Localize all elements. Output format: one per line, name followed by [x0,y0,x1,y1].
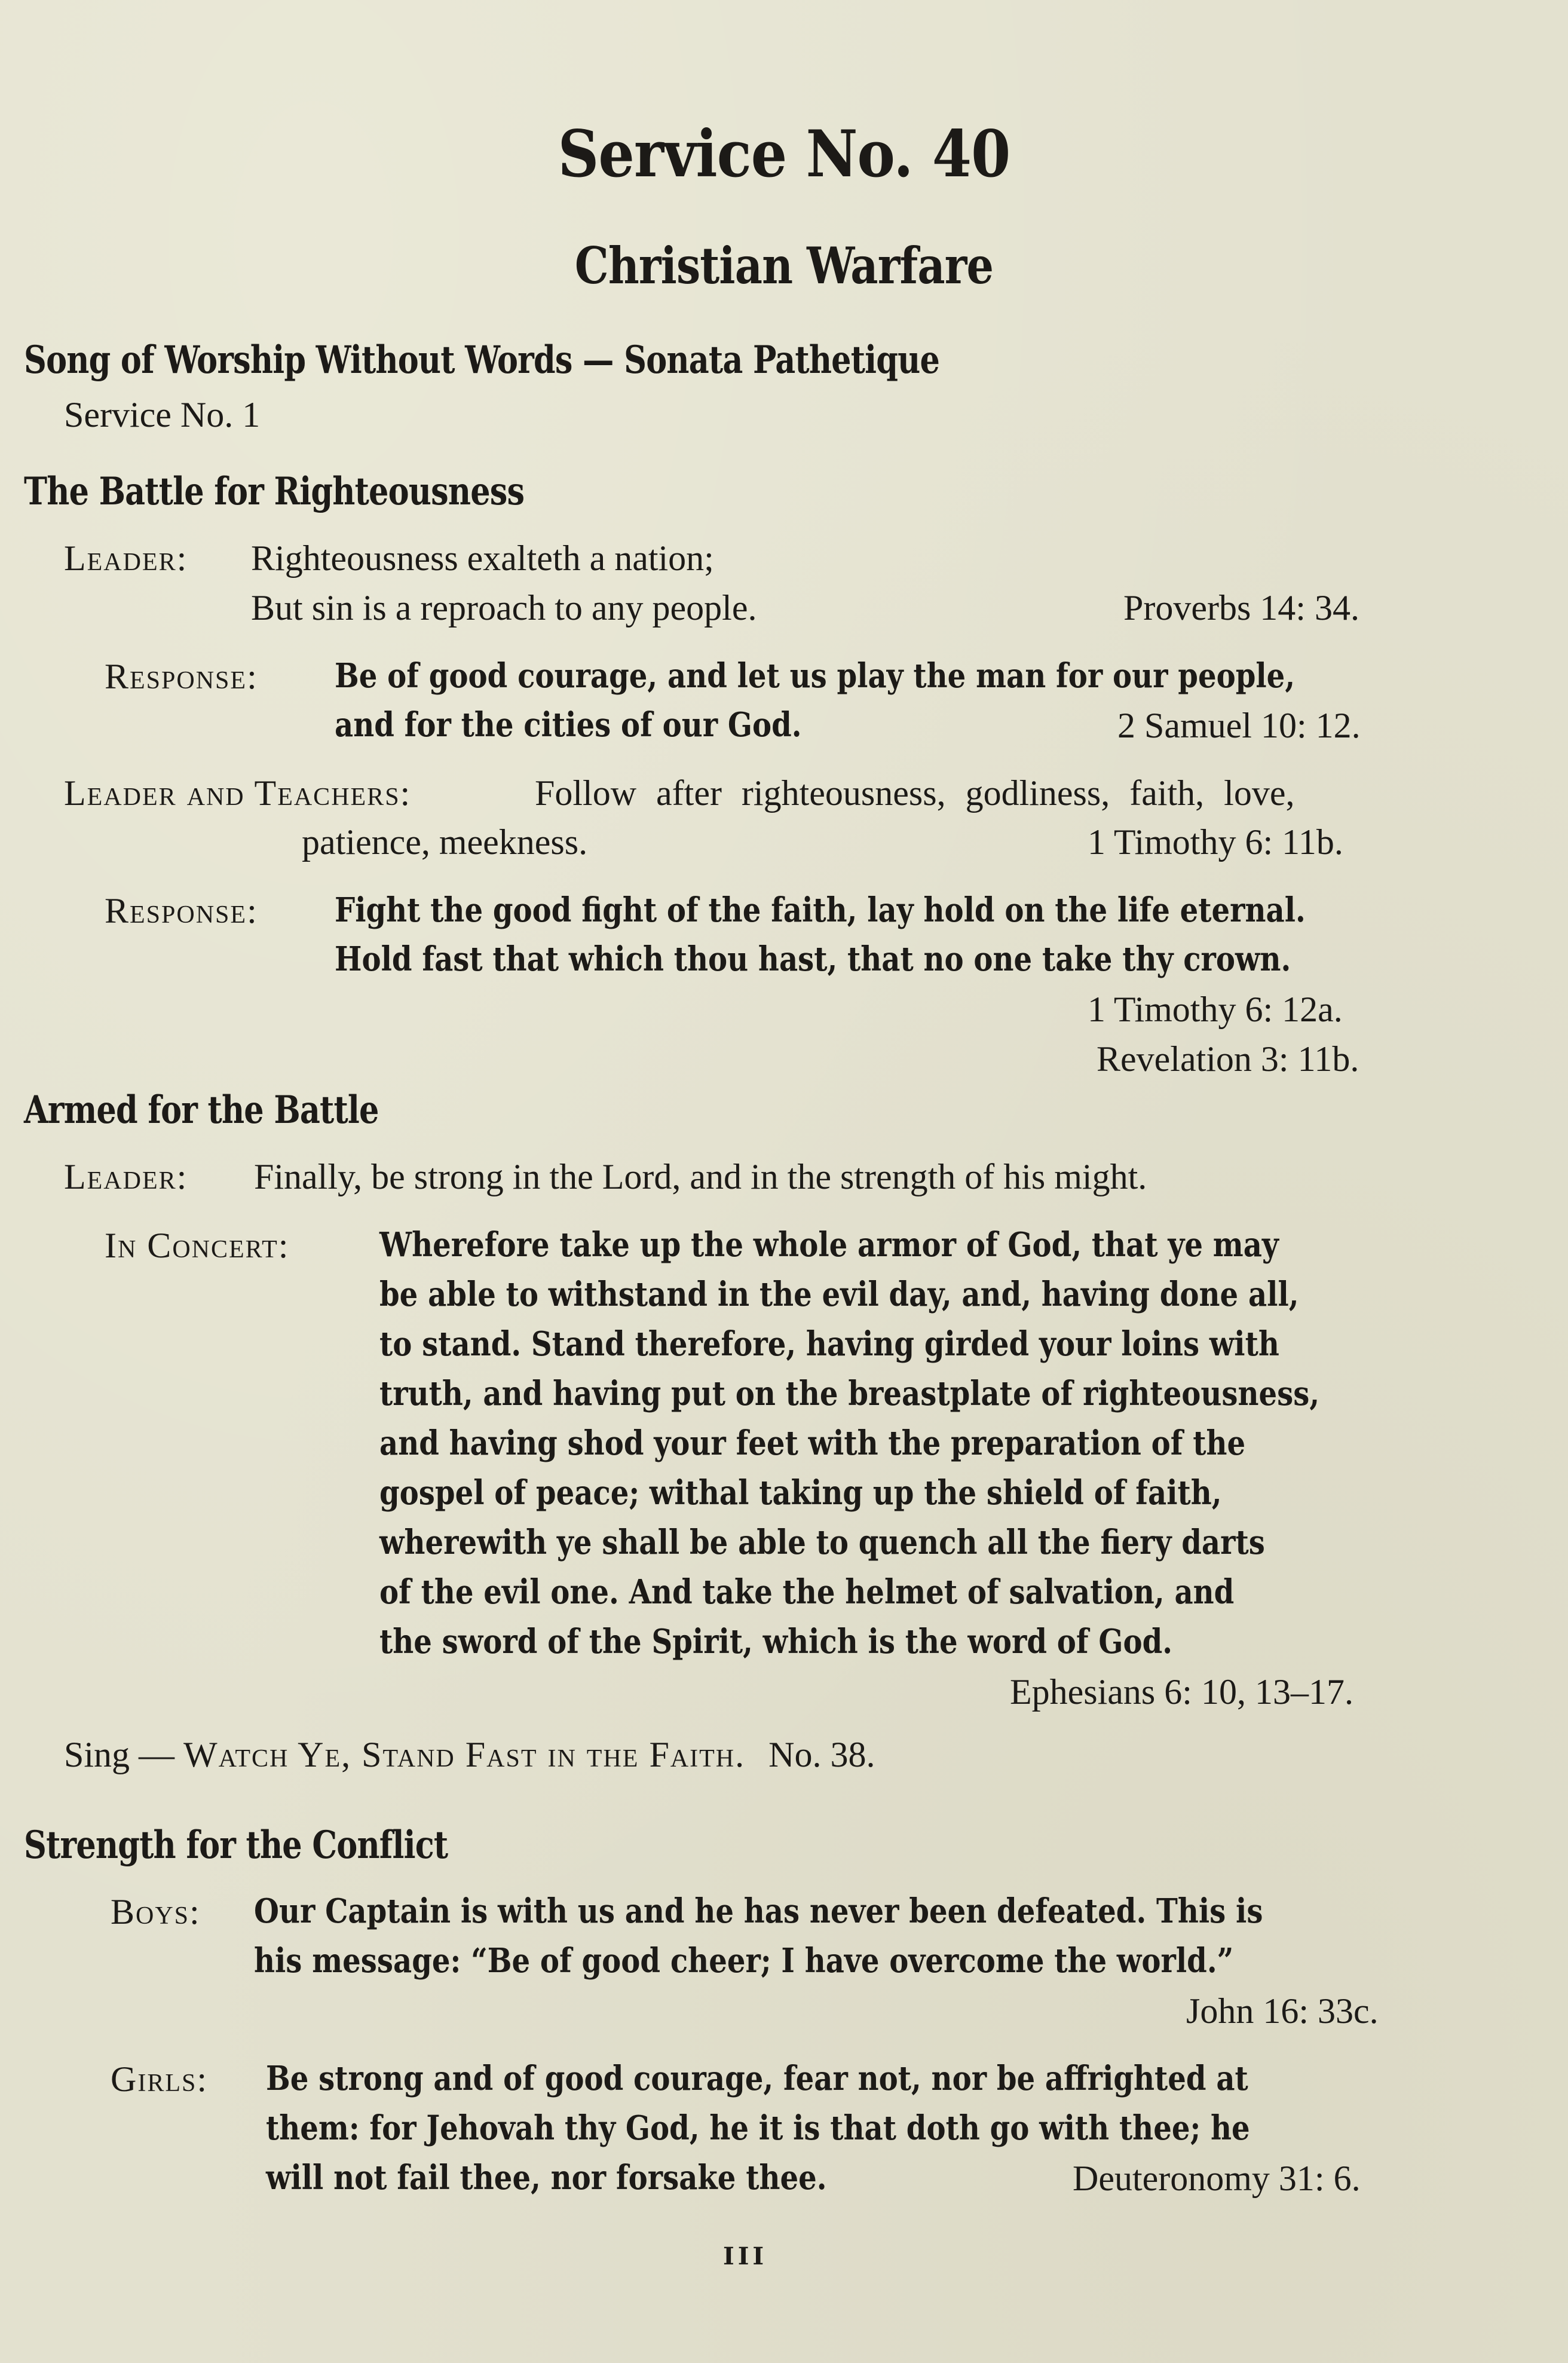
scripture-reference: 1 Timothy 6: 12a. [1088,990,1343,1029]
page-title: Service No. 40 [558,117,1010,192]
concert-line: gospel of peace; withal taking up the shield of faith, [379,1473,1222,1513]
section-heading-battle-for-righteousness: The Battle for Righteousness [24,469,525,514]
responsive-line: But sin is a reproach to any people. [251,588,757,628]
speaker-label: Response: [105,891,258,930]
responsive-line: Righteousness exalteth a nation; [251,538,714,578]
scripture-reference: Revelation 3: 11b. [1097,1039,1359,1079]
response-line: Our Captain is with us and he has never been defeated. This is [254,1891,1263,1931]
speaker-label: Leader and Teachers: [64,773,412,813]
response-line: Hold fast that which thou hast, that no one take thy crown. [335,939,1291,979]
speaker-label: Response: [105,657,258,696]
scripture-reference: 2 Samuel 10: 12. [1117,706,1361,745]
responsive-line: patience, meekness. [302,822,588,862]
sing-instruction [64,1734,875,1776]
response-line: will not fail thee, nor forsake thee. [266,2158,827,2197]
speaker-label: Girls: [111,2059,209,2099]
scripture-reference: 1 Timothy 6: 11b. [1088,822,1343,862]
section-note: Service No. 1 [64,395,261,434]
speaker-label: Leader: [64,538,188,578]
concert-line: Wherefore take up the whole armor of God, that ye may [379,1225,1279,1265]
scripture-reference: Ephesians 6: 10, 13–17. [1010,1672,1353,1712]
concert-line: be able to withstand in the evil day, and, having done all, [379,1275,1299,1314]
concert-line: truth, and having put on the breastplate of righteousness, [379,1374,1320,1413]
sing-prefix: Sing — [64,1735,175,1774]
concert-line: to stand. Stand therefore, having girded your loins with [379,1324,1279,1364]
page-number: III [723,2242,768,2270]
response-line: them: for Jehovah thy God, he it is that doth go with thee; he [266,2108,1250,2148]
scripture-reference: Proverbs 14: 34. [1123,588,1359,628]
hymn-number: No. 38. [768,1735,875,1774]
concert-line: the sword of the Spirit, which is the word of God. [379,1622,1173,1661]
scripture-reference: Deuteronomy 31: 6. [1073,2159,1361,2198]
section-heading-song-of-worship: Song of Worship Without Words — Sonata Pathetique [24,338,940,382]
speaker-label: In Concert: [105,1226,290,1265]
concert-line: wherewith ye shall be able to quench all the fiery darts [379,1523,1265,1562]
responsive-line: Follow after righteousness, godliness, faith, love, [535,773,1295,813]
section-heading-strength-for-the-conflict: Strength for the Conflict [24,1823,448,1868]
hymn-title: Watch Ye, Stand Fast in the Faith. [183,1735,746,1774]
concert-line: of the evil one. And take the helmet of salvation, and [379,1572,1235,1612]
response-line: and for the cities of our God. [335,705,802,745]
response-line: his message: “Be of good cheer; I have overcome the world.” [254,1941,1234,1981]
responsive-line: Finally, be strong in the Lord, and in the strength of his might. [254,1157,1147,1196]
scripture-reference: John 16: 33c. [1186,1991,1379,2031]
response-line: Be strong and of good courage, fear not, nor be affrighted at [266,2059,1248,2098]
concert-line: and having shod your feet with the preparation of the [379,1424,1246,1463]
speaker-label: Boys: [111,1892,201,1932]
page-subtitle: Christian Warfare [574,236,994,295]
section-heading-armed-for-the-battle: Armed for the Battle [24,1088,379,1132]
speaker-label: Leader: [64,1157,188,1196]
response-line: Fight the good fight of the faith, lay hold on the life eternal. [335,890,1306,930]
response-line: Be of good courage, and let us play the man for our people, [335,656,1296,696]
